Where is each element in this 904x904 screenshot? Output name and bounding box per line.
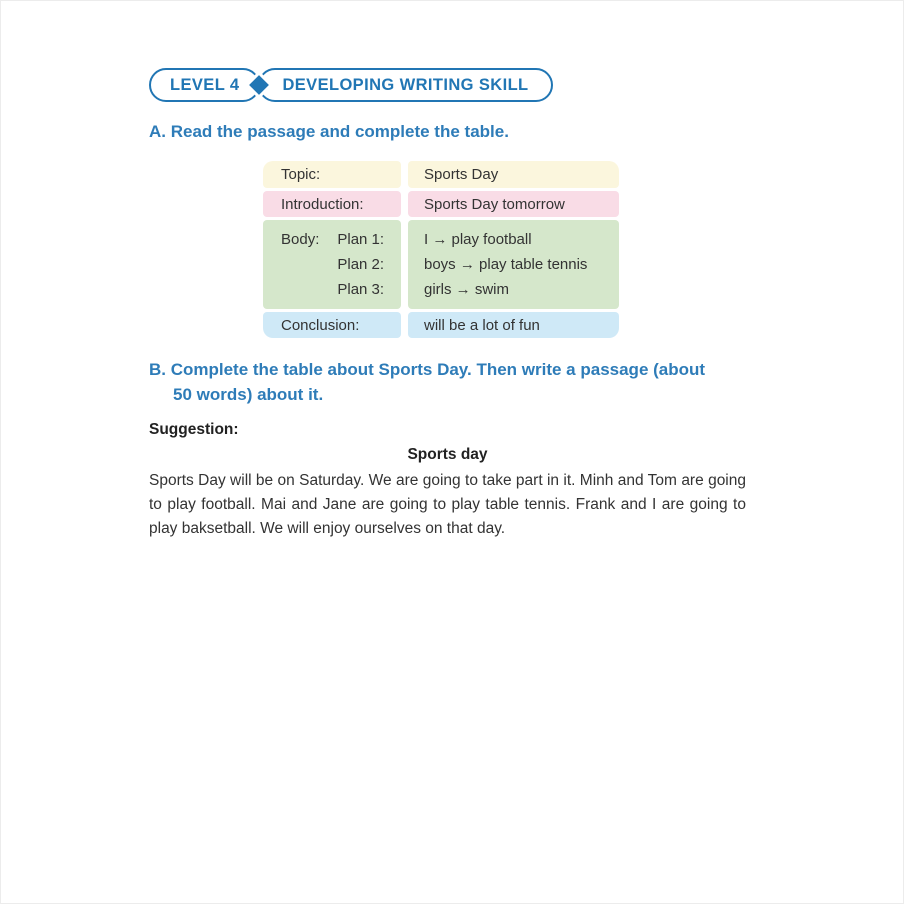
plan-1-value: I → play football xyxy=(424,231,532,248)
passage-structure-table xyxy=(263,161,619,338)
plan-2-label: Plan 2: xyxy=(337,256,385,273)
conclusion-label-cell xyxy=(263,312,401,338)
section-b-heading xyxy=(149,357,746,407)
topic-label-cell xyxy=(263,161,401,188)
introduction-label-cell xyxy=(263,191,401,217)
level-badge-label: LEVEL 4 xyxy=(170,75,240,94)
table-row-conclusion xyxy=(263,312,619,338)
table-row-body xyxy=(263,220,619,309)
skill-badge xyxy=(258,68,552,102)
body-value-cell xyxy=(408,220,619,309)
topic-value: Sports Day xyxy=(424,166,499,183)
plan-labels xyxy=(337,227,384,302)
plan-3-label: Plan 3: xyxy=(337,281,385,298)
level-badge xyxy=(149,68,260,102)
table-row-introduction xyxy=(263,191,619,217)
table-row-topic xyxy=(263,161,619,188)
body-label-cell xyxy=(263,220,401,309)
suggestion-label: Suggestion: xyxy=(149,421,239,438)
plan-3-value: girls → swim xyxy=(424,281,509,298)
introduction-value: Sports Day tomorrow xyxy=(424,195,565,213)
plan-2-value: boys → play table tennis xyxy=(424,256,588,273)
topic-label: Topic: xyxy=(281,166,321,183)
plan-values xyxy=(424,227,587,302)
section-a-heading: A. Read the passage and complete the table. xyxy=(149,122,509,141)
conclusion-value-cell xyxy=(408,312,619,338)
introduction-label: Introduction: xyxy=(281,195,364,213)
conclusion-label: Conclusion: xyxy=(281,316,360,334)
body-label: Body: xyxy=(281,231,320,248)
section-b-heading-line1: B. Complete the table about Sports Day. Then write a passage (about xyxy=(149,360,706,379)
passage-title: Sports day xyxy=(407,446,488,463)
skill-badge-label: DEVELOPING WRITING SKILL xyxy=(282,75,529,94)
lesson-header xyxy=(149,68,746,102)
introduction-value-cell xyxy=(408,191,619,217)
topic-value-cell xyxy=(408,161,619,188)
suggestion-passage: Sports Day will be on Saturday. We are going to take part in it. Minh and Tom are going to play football. Mai and Jane are going to play table tennis. Frank and I are going to play baksetball. We will enjoy ourselves on that day. xyxy=(149,472,746,537)
plan-1-label: Plan 1: xyxy=(337,231,385,248)
section-b-heading-line2: 50 words) about it. xyxy=(173,385,324,404)
page-content xyxy=(149,68,746,541)
conclusion-value: will be a lot of fun xyxy=(424,316,540,334)
